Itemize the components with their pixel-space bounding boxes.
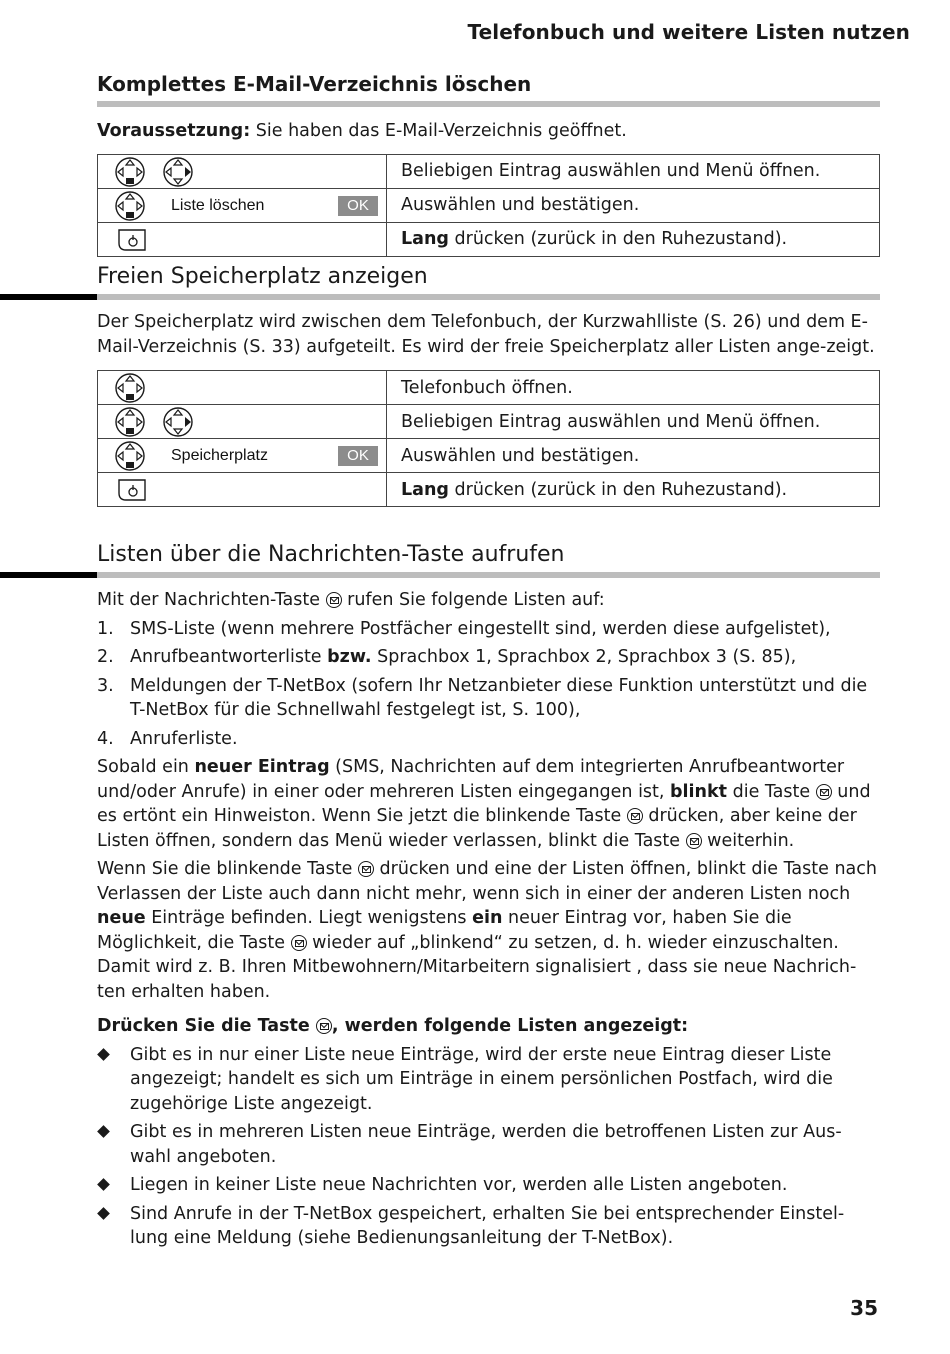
table-row xyxy=(98,222,880,256)
end-call-key-icon xyxy=(116,225,148,255)
bullet-icon xyxy=(97,1207,110,1220)
section-rule xyxy=(97,572,880,578)
step-description: Beliebigen Eintrag auswählen und Menü öffnen. xyxy=(387,154,880,188)
subheading-press-key: Drücken Sie die Taste , werden folgende Listen angezeigt: xyxy=(97,1016,689,1036)
list-item: Gibt es in nur einer Liste neue Einträge, wird der erste neue Eintrag dieser Liste angezeigt; handelt es sich um Einträge in einem persönlichen Postfach, wird die zugehörige Liste angezeigt. xyxy=(97,1043,880,1117)
step-description: Beliebigen Eintrag auswählen und Menü öffnen. xyxy=(387,405,880,439)
nav-key-right-icon xyxy=(162,157,194,187)
section-paragraph: Der Speicherplatz wird zwischen dem Telefonbuch, der Kurzwahlliste (S. 26) und dem E-Mail-Verzeichnis (S. 33) aufgeteilt. Es wird der freie Speicherplatz aller Listen ange-zeigt. xyxy=(97,312,875,357)
ok-softkey: OK xyxy=(338,196,378,216)
list-item: 4. Anruferliste. xyxy=(97,728,238,749)
table-row xyxy=(98,188,880,222)
message-key-icon xyxy=(627,808,643,824)
section-free-memory xyxy=(97,264,880,507)
list-item: 3. Meldungen der T-NetBox (sofern Ihr Netzanbieter diese Funktion unterstützt und die T-NetBox für die Schnellwahl festgelegt ist, S. 100), xyxy=(97,675,868,720)
message-key-icon xyxy=(291,935,307,951)
list-item: Sind Anrufe in der T-NetBox gespeichert, erhalten Sie bei entsprechender Einstel-lung eine Meldung (siehe Bedienungsanleitung der T-NetBox). xyxy=(97,1202,880,1251)
section-rule xyxy=(97,101,880,107)
table-row xyxy=(98,439,880,473)
section-title: Komplettes E-Mail-Verzeichnis löschen xyxy=(97,72,532,96)
section-delete-email-directory xyxy=(97,72,880,257)
message-key-icon xyxy=(316,1018,332,1034)
menu-item-label: Speicherplatz xyxy=(171,447,268,464)
prerequisite-label: Voraussetzung: xyxy=(97,121,251,141)
bullet-icon xyxy=(97,1048,110,1061)
section-title: Freien Speicherplatz anzeigen xyxy=(97,264,428,289)
list-item: 2. Anrufbeantworterliste bzw. Sprachbox 1, Sprachbox 2, Sprachbox 3 (S. 85), xyxy=(97,647,797,667)
menu-item-label: Liste löschen xyxy=(171,196,265,214)
bullet-icon xyxy=(97,1125,110,1138)
nav-key-right-icon xyxy=(162,407,194,437)
prerequisite-text: Sie haben das E-Mail-Verzeichnis geöffnet. xyxy=(250,121,627,141)
step-description: Lang drücken (zurück in den Ruhezustand). xyxy=(387,473,880,507)
prerequisite xyxy=(97,119,880,144)
list-item: 1. SMS-Liste (wenn mehrere Postfächer eingestellt sind, werden diese aufgelistet), xyxy=(97,618,831,639)
table-row xyxy=(98,405,880,439)
bullet-icon xyxy=(97,1178,110,1191)
lists-enumeration xyxy=(97,617,880,752)
section-rule xyxy=(97,294,880,300)
message-key-icon xyxy=(358,861,374,877)
running-header: Telefonbuch und weitere Listen nutzen xyxy=(467,20,910,44)
nav-key-up-down-icon xyxy=(114,191,146,221)
message-key-icon xyxy=(326,592,342,608)
paragraph-new-entry: Sobald ein neuer Eintrag (SMS, Nachrichten auf dem integrierten Anrufbeantworter und/oder Anrufe) in einer oder mehreren Listen eingegangen ist, blinkt die Taste und es ertönt ein Hinweiston. Wenn Sie jetzt die blinkende Taste drücken, aber keine der Listen öffnen, sondern das Menü wieder verlassen, blinkt die Taste weiterhin. xyxy=(97,757,871,851)
message-key-icon xyxy=(816,784,832,800)
table-row xyxy=(98,154,880,188)
nav-key-down-icon xyxy=(114,407,146,437)
end-call-key-icon xyxy=(116,475,148,505)
step-description: Auswählen und bestätigen. xyxy=(387,188,880,222)
nav-key-up-down-icon xyxy=(114,441,146,471)
message-key-icon xyxy=(686,833,702,849)
table-row xyxy=(98,371,880,405)
list-item: Liegen in keiner Liste neue Nachrichten vor, werden alle Listen angeboten. xyxy=(97,1173,880,1198)
list-item: Gibt es in mehreren Listen neue Einträge, werden die betroffenen Listen zur Aus-wahl angeboten. xyxy=(97,1120,880,1169)
section-message-key-lists xyxy=(97,542,880,1255)
paragraph-blinking-key: Wenn Sie die blinkende Taste drücken und eine der Listen öffnen, blinkt die Taste nach Verlassen der Liste auch dann nicht mehr, wenn sich in einer der anderen Listen noch neue Einträge befinden. Liegt wenigstens ein neuer Eintrag vor, haben Sie die Möglichkeit, die Taste wieder auf „blinkend“ zu setzen, d. h. wieder einzuschalten. Damit wird z. B. Ihren Mitbewohnern/Mitarbeitern signalisiert , dass sie neue Nachrich-ten erhalten haben. xyxy=(97,859,877,1002)
section-intro: Mit der Nachrichten-Taste rufen Sie folgende Listen auf: xyxy=(97,590,605,610)
table-row xyxy=(98,473,880,507)
section-title: Listen über die Nachrichten-Taste aufrufen xyxy=(97,542,565,567)
bullet-list xyxy=(97,1043,880,1251)
step-description: Lang drücken (zurück in den Ruhezustand). xyxy=(387,222,880,256)
step-description: Telefonbuch öffnen. xyxy=(387,371,880,405)
step-description: Auswählen und bestätigen. xyxy=(387,439,880,473)
page-number: 35 xyxy=(850,1296,878,1320)
steps-table xyxy=(97,154,880,257)
ok-softkey: OK xyxy=(338,446,378,466)
nav-key-down-icon xyxy=(114,157,146,187)
nav-key-down-icon xyxy=(114,373,146,403)
steps-table xyxy=(97,370,880,507)
